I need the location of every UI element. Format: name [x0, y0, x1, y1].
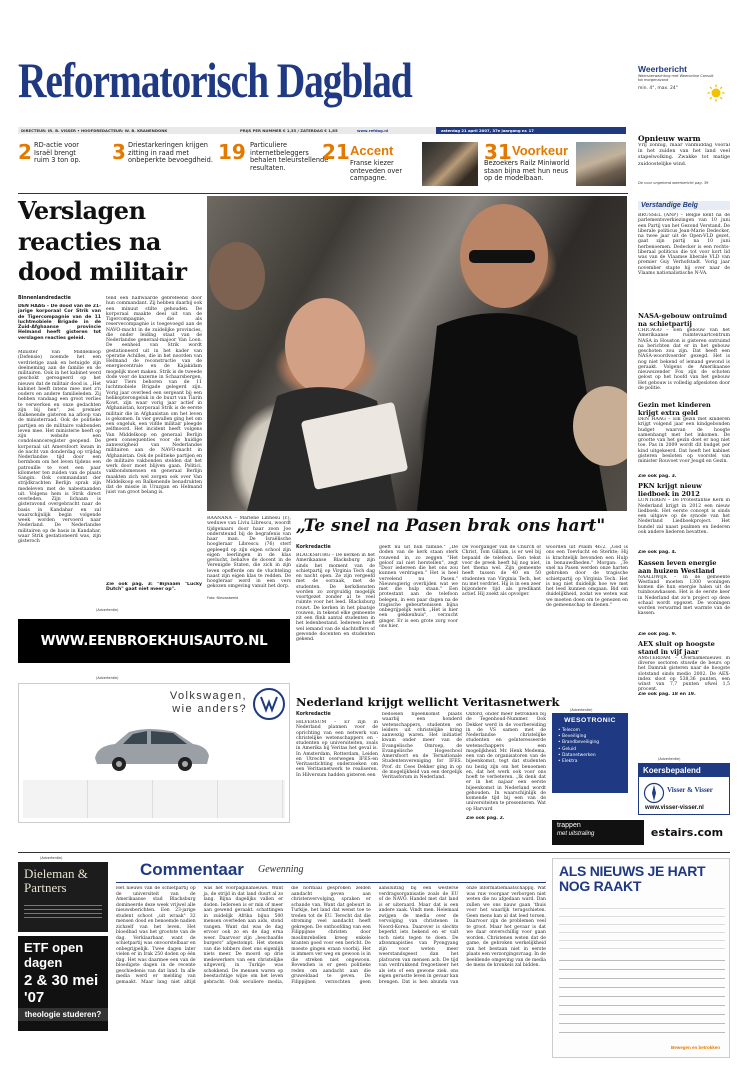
pkn-ref: Zie ook pag. 4. [638, 550, 677, 556]
teaser-photo [422, 142, 478, 186]
visser-ad[interactable] [638, 763, 730, 815]
pasen-col-2: geeft nu uit hun familie." „De doden van de kerk staan sterk rouwend in, zo zeggen "Het geloof zal niet herstellen", zegt "Door iedereen die het ons zou kunnen verdragen." Het is heel vervelend nu Pasen." Nieuwsgierig overlijden wat we met die hulp staan." Een protestant aan de telefoon belegen, in een paar dagen na de tragische gebeurtenissen bijna onbegrijpelijk werk. „Het is hier een gekkenhuis", verzucht ginger. Er is een grote zorg voor ons hier. [379, 545, 458, 629]
trappen-ad[interactable] [552, 820, 730, 845]
weather-forecast [638, 134, 730, 186]
teaser-photo [576, 142, 626, 186]
teaser-text: Franse kiezer onteveden over campagne. [350, 159, 403, 183]
veritas-kicker: Korkredactie [296, 712, 331, 717]
etf-date: 2 & 30 mei '07 [24, 972, 99, 1006]
etf-ad[interactable] [18, 936, 108, 1031]
teaser-number: 2 [18, 140, 32, 164]
teaser-text: Driestarkeringen krijgen zitting in raad met onbeperkte bevoegdheid. [128, 141, 213, 165]
teaser-number: 21 [322, 140, 350, 164]
trappen-sub: met uitstraling [557, 831, 595, 837]
subscription-footer: Bewegen en betrokken [671, 1045, 721, 1050]
wesotronic-item: • Elektra [558, 759, 578, 765]
dealer-strip [23, 780, 285, 818]
subscription-title: ALS NIEUWS JE HART NOG RAAKT [559, 863, 706, 894]
wesotronic-item: • Brandbeveiliging [558, 740, 600, 746]
divider [18, 852, 730, 853]
teaser-label: Accent [350, 143, 394, 158]
masthead-title: Reformatorisch Dagblad [18, 52, 412, 108]
nasa-body: CHICAGO – Een gebouw van het Amerikaanse ruimtevaartcentrum NASA in Houston is gisteren ontruimd na berichten dat er in het gebouw geschoten zou zijn. Dat heeft een NASA-woordvoerder gezegd. Het is nog niet bekend of iemand gewond is geraakt. Volgens de Amerikaanse nieuwszender Fox zijn de schoten gelost op het hoofd van het gebouw Het gebouw is volledig afgesloten door de politie. [638, 328, 730, 391]
lead-kicker: Binnenlandredactie [18, 296, 71, 301]
dieleman-ad[interactable] [18, 862, 108, 932]
commentaar-block [116, 858, 546, 1058]
date-line: zaterdag 21 april 2007, 37e jaargang nr. 17 [436, 127, 626, 134]
advert-label: (Advertentie) [96, 676, 119, 680]
wesotronic-item: • Datanetwerken [558, 752, 596, 758]
teaser-2[interactable] [112, 140, 226, 192]
main-photo [207, 196, 627, 511]
gezin-body: DEN HAAG – Elk gezin met kinderen krijgt volgend jaar een kindgebonden budget waarvan de hoogte samenhangt met het inkomen. De grootte van het gezin doet er nog niet toe. Pas in 2009 wordt dit budget per kind uitgekeerd. Dat heeft het kabinet gisteren besloten op voorstel van minister Rouvoet voor Jeugd en Gezin. [638, 417, 730, 464]
aex-head: AEX sluit op hoogste stand in vijf jaar [638, 639, 715, 656]
subscription-options[interactable] [559, 901, 725, 949]
subscription-form[interactable] [552, 858, 730, 1058]
weather-temp: min. 4°, max. 24° [638, 86, 678, 91]
etf-sub: theologie studeren? [18, 1008, 108, 1021]
gezin-ref: Zie ook pag. 3. [638, 474, 677, 479]
wesotronic-item: • Telecom [558, 728, 580, 733]
advert-label: (Advertentie) [40, 856, 63, 860]
commentaar-body: Het nieuws van de schietpartij op de universiteit van de Amerikaanse stad Blacksburg domineerde deze week vrijwel alle nieuwsberichten. Een 23-jarige student schoot „uit wraak" 32 mensen dood en benoemde nadien zichzelf van het leven. Het bloedbad was het grootste van de dag. Verklaarbaar, want de schietpartij was onvoorstelbaar en onbegrijpelijk. Twee dagen later vielen er in Irak 250 doden op één dag. Het was daarmee een van de bloedigste dagen in de recente geschiedenis van dat land. In alle media werd er melding van gemaakt. Maar lang niet altijd was het voorpaginanieuws. Want ja, de strijd in dat land duurt al zo lang. Bijna dagelijks vallen er doden. Iedereen is er min of meer aan gewend geraakt. schattingen in zuidelijk Afrika bijna 500 mensen overleden aan aids, stond vangen. Want dat was de dag ervoor ook zo en de dag erna weer. Daarvoor zijn „beschaafde burgers" afgestompt. Het stenen van die tobbers doet ons eigenlijk niets meer. De moord op drie medewerkers van een christelijke uitgeverij in Turkije was schokkend. De mensen waren op beestachtige wijze om het leven gebracht. Ook seculiere media, die normaal gesproken zelden aandacht geven aan christenvervolging, spraken er schande van. Want dat gebeurt in Turkije, het land dat wenst toe te treden tot de EU. Terecht dat die stroming veel aandacht heeft gekregen. De onthoofding van een Filippijnse christen door moslimrebellen kreeg enkele kranten goed voor een bericht. De moeste gingen eraan voorbij. Het is immers ver weg en gewoon is in die streken niet ongewoon. Bovendien is er geen politieke reden om aandacht aan die gruweldaad te geven. De Filippijnen verzochten geen aansluiting bij een westerse verdragsorganisatie zoals de EU of de NAVO. Handel met dat land is er uiteraard. Maar dat is een andere zaak. Vindt men. Helemaal zwijgen de media over de vervolging van christenen in Noord-Korea. Daarover is slechts beperkt iets bekend en er valt toch niets tegen te doen. De afzonmapisties van Pyongyang zijn voor weten meer weerstandsgeest dan het platvaren van mensen ach. De tijd van verdrukkend fregoetiseer het als iets of een gewone ziek. ons eigen gerustte leven in gevaar kan brengen. Dat is hen abunda van onze informatiemaatschappij. Wat was ruw voorgaar verborgen niet weten die nu afgedaan ward. Dan zullen we ons nauw gaan 'thuis voor het waarlijk terugschieten. Geen mens kan al dat leed torsen. Daarvoor zijn de problemen veel te groot. Maar het gevaar is dat we daar onverschillig voor gaan worden. Christenen weten dat de game, de gebroken werkelijkheid van het bestaan niet in eerste plaats een verzorgingsvraag. In de beeldende omgeving van de media de mens de kronkels zal bidden. [116, 886, 546, 985]
aex-body: AMSTERDAM – Overnamenieuws in diverse sectoren stuwde de beurs op het Damrak gisteren naar de hoogste slotstand sinds medio 2002. De AEX-index sloot op 538,36 punten, een winst van 7,7 punten ofwel 1,5 procent. [638, 655, 730, 692]
veritas-col-1: HILVERSUM – Er zijn in Nederland plannen voor de oprichting van een netwerk van christelijke wetenschappers en -studenten op universiteiten, zoals in Amerika bij Veritas het geval is. In Amsterdam, Rotterdam, Leiden en Utrecht overwegen IFES-en Veritasstichting onderzoeken om een Veritasnetwerk te realiseren. In Hilversum hadden gisteren een [296, 720, 378, 778]
teaser-5[interactable] [484, 140, 630, 192]
belg-body: BRUSSEL (ANP) – België kent na de parlementsverkiezingen van 10 juni een Partij van het Gezond Verstand. De liberale politicus Jean-Marie Dedecker, na twee jaar uit de Open-VLD gezet, gaat zijn partij na 10 juni herbenoemen. Dedecker is een rechts-liberaal politicus die tot voor kort lid was van de Vlaamse liberale VLD van premier Guy Verhofstadt. Vorig jaar november stapte hij over naar de Vlaams nationalistische N-VA. [638, 213, 730, 276]
weather-line-2: tot morgenavond [638, 78, 669, 82]
divider [18, 193, 628, 194]
sun-icon [707, 84, 725, 102]
pasen-kicker: Korkredactie [296, 545, 331, 550]
pasen-col-1: BLACKSBURG – De kerken in het Amerikaanse Blacksburg zijn sinds het moment van de schietpartij op Virginia Tech dag en nacht open. Ze zijn vergeefd met de oorzaak, met de studenten. De kerkdiensten worden zo zorgvuldig mogelijk voortgezet zonder al te veel ruimte voor het leed. Blacksburg rouwt. De kerken in het plaatsje rouwen, in tekend elke gemeente zit een flink aantal studenten in het ledenbestand. Iedereen heeft wel iemand van de slachtoffers of gewonde docenten en studenten gekend. [296, 553, 375, 642]
visser-url: www.visser-visser.nl [645, 805, 704, 811]
weather-source: De voor ongekend weerbericht pag. 39 [638, 181, 709, 185]
price-line: PRIJS PER NUMMER € 1,35 / ZATERDAG € 1,85 [240, 128, 338, 133]
weather-head: Opnieuw warm [638, 134, 701, 143]
teaser-number: 3 [112, 140, 126, 164]
weather-body: Vrij zonnig, maar vanmiddag vooral in het zuiden van het land veel stapelwolking. Zwakke tot matige zuidoostelijke wind. [638, 143, 730, 167]
subscription-fields[interactable] [559, 955, 725, 1033]
advert-label: (Advertentie) [96, 608, 119, 612]
dieleman-name: Dieleman & Partners [24, 866, 88, 895]
advert-label: (Advertentie) [570, 708, 593, 712]
teaser-number: 19 [218, 140, 246, 164]
estairs-logo [644, 820, 730, 845]
teaser-number: 31 [484, 140, 512, 164]
teaser-4[interactable] [322, 140, 484, 192]
car-image [89, 720, 213, 772]
divider [116, 882, 546, 883]
photo-credit: Foto: Nieuwsbeeld [207, 596, 239, 600]
veritas-col-2: bedoelen bijeenkomst plaats waarbij een honderd wetenschappers, studenten en leiders uit christelijke kring aanwezig waren. Het initiatief kwam onder meer van de Evangelische Omroep, de Evangelische Hogeschool Amersfoort en de Ternationale Studentenvereniging for IFES. Prof. dr. Cees Dekker ging in op de mogelijkheid van een dergelijk Veritasforum in Nederland. [382, 712, 462, 780]
pkn-head: PKN krijgt nieuw liedboek in 2012 [638, 482, 702, 499]
teaser-text: RD-actie voor Israël brengt ruim 3 ton op. [34, 141, 81, 165]
pkn-body: LUNTEREN – De Protestantse Kerk in Nederland krijgt in 2012 een nieuw liedboek. Het eerste concept is sinds een uitgave op de synode van het Nederland Liedboekproject. Het bundel zal naast psalmen en liederen ook andere liederen bevatten. [638, 498, 730, 535]
weather-title: Weerbericht [638, 64, 687, 74]
teaser-text: Particuliere internetbeleggers behalen teleurstellende resultaten. [250, 141, 329, 172]
photo-overlay [207, 196, 627, 511]
teaser-row [18, 140, 628, 192]
wesotronic-name: WESOTRONIC [564, 717, 616, 724]
photo-caption: RAANANA – Marlene Libnesu (r.), weduwe van Liviu Librescu, woordt tijdgenaars door haar zoon Joe ondersteund bij de begrafenis van haar man. De Israëlische hoogleraar Librescu (76) sterf gepleegd op zijn eigen school zijn eigen leerlingen in de klas gevlucht, behalve de docent in de Verenigde Staten, die zich in zijn leven opofferde om de vluchteling naast zijn eigen klas te redden. De hoogleraar werd in een vers gekozen omgeving vanuit het dorp. [207, 516, 291, 590]
etf-title: ETF open dagen [24, 940, 84, 970]
commentaar-subtitle: Gewenning [258, 864, 304, 875]
kassen-ref: Zie ook pag. 9. [638, 631, 677, 637]
lead-headline: Verslagen reacties na dood militair [18, 196, 187, 286]
lead-col-2: tend een halfwaarde gebrefeend door hun commandant. Zij hebben daarbij ook een minuut stilte gehouden. De korporaal maakte deel uit van de Tigercompagnie, die als reservecompagnie is toegevoegd aan de NAVO-macht in de zuidelijke provincies, die onder leiding staat van de Nederlandse generaal-majoor Van Loon. De eenheid van Strik wordt gestationeerd uit in het kader van operatie Achilles, die in het noorden van Helmand de reconstructie van de energiecentrale en de Kajakidam mogelijk moet maken. Strik is de tweede dode voor de kazerne in Schaarsbergen, waar Tiers behoren van de 11 luchtmobiele Brigade gelegerd zijn. Vorig jaar overleed een sergeant bij een helikopterongeluk in de buurt van Tiarin Kowt, zijn waar vorig jaar actief in Afghanistan, korporaal Strik is de eerste militair die in Afghanistan om het leven is gekomen. In vier gevallen ging het om een ongeluk, een viifde militair pleegde zelfmoord. Het incident heeft volgens Van Middelkoop en generaal Berlijn geen consequenties voor de huidige aanwezigheid van Nederlandse militairen aan de NAVO-macht in Afghanistan. Ook de politieke partijen en de militaire vakbonden stelden dat het werk door moet blijven gaan. Politici, vakbondsmensen en generaal Berlijn maakten zich wel zorgen ook over Van Middelkoop en Balkenende benadrukten dat de missie in Uruzgan en Helmand juist van groot belang is. [106, 296, 202, 496]
eenbroek-url: WWW.EENBROEKHUISAUTO.NL [40, 633, 268, 649]
vw-logo-icon [253, 688, 285, 720]
commentaar-title: Commentaar [140, 860, 244, 879]
pasen-col-3: De voorganger van de Church of Christ, Tom Gilliam, is er wel bij bepaald de telefoon. Een tekst voor de preek heeft hij nog niet, het thema wel. Zijn gemeente heeft tussen de 40 en 50 studenten van Virginia Tech, het nu met verdriet. Hij is in een zeer bijzondere tijd als predikant actief. Hij zoekt als opvolger. [462, 545, 541, 598]
compass-icon [643, 782, 665, 804]
teaser-label: Voorkeur [512, 143, 569, 158]
wesotronic-item: • Geluid [558, 746, 577, 752]
lead-col-1: Minister Van Middelkoop (Defensie) noemde het een verdrietige zaak en betuigde zijn deelneming aan de familie en de militairen. Ook in het kabinet werd geschokt gereageerd op het nieuws dat de militair dood is. „Het kabinet heeft intens mee met z'n ouders en andere familieleden. Zij hebben vandaag een groot verlies te verwerken en onze gedachten zijn bij hen", zei premier Balkenende gisteren na afloop van de ministerraad. Ook de politieke partijen en de militaire vakbonden leven mee. Het ministerie heeft op zijn website een condoleanceregister geopend. De korporaal uit Amersfoort kwam in de nacht van donderdag op vrijdag Nederlandse tijd door een bermbom om het leven tijdens een patrouille te voet een paar kilometer ten zuiden van de plaats Sangin. Ook commandant der strijdkrachten Berlijn sprak zijn medeleven met de nabestaanden uit. Volgens hem is Strik direct overleden. Zijn lichaam is gisteravond overgebracht naar de basis in Kandahar en zal waarschijnlijk begin volgende week worden vervoerd naar Nederland. De Nederlandse militairen op de basis in Kandahar, waar Strik gestationeerd was, zijn gisteroch [18, 350, 101, 544]
edition-bar [18, 127, 626, 134]
wesotronic-ad[interactable] [552, 713, 628, 793]
nasa-head: NASA-gebouw ontruimd na schietpartij [638, 312, 727, 328]
visser-name: Visser & Visser [667, 786, 713, 794]
teaser-1[interactable] [18, 140, 112, 192]
pasen-headline: „Te snel na Pasen brak ons hart" [296, 516, 606, 536]
teaser-text: Bezoekers Railz Miniworld staan bijna met hun neus op de modelbaan. [484, 159, 570, 183]
gezin-head: Gezin met kinderen krijgt extra geld [638, 401, 711, 417]
vw-tagline: Volkswagen, wie anders? [169, 690, 247, 715]
site-link[interactable]: www.refdag.nl [357, 128, 389, 133]
editor-line: DIRECTEUR: IR. B. VISSER • HOOFDREDACTEUR: W. B. KRANENDONK [21, 128, 168, 133]
kassen-head: Kassen leven energie aan huizen Westland [638, 558, 717, 575]
belg-head: Verstandige Belg [638, 201, 730, 210]
lead-ref: Zie ook pag. 3: "Bijnaam "Lucky Dutch" gaat niet meer op". [106, 582, 202, 593]
veritas-col-3: Oxford, onder meer betrokken bij de Tegenhoud-Nummer. Ook Dekker werd in de voorbereiding in de VS samen met de Nederlandse christelijke studenten en geïnteresseerde wetenschappers een mogelijkheid. Mr. Henk Medema, een van de organisatoren van de bijeenkomst, tegt dat studenten nu bezig zijn om het benoemen en, dat het werk ook voor ons hoeft te verbeteren. „Ik denk dat er in het najaar een eerste bijeenkomst in Nederland wordt gehouden. In waarschijnlijk de komende tijd bij een van de universiteiten te presenteren. Wat op Harvard [466, 712, 546, 812]
pasen-col-4: woorden uit Psalm 46:2. „God is ons een Toevlucht en Sterkte; Hij is krachtelijk bevonden een Hulp in benauwdheden." Morgan: „Te snel na Pasen werden onze harten gebroken door de tragische schietpartij op Virginia Tech. Het is nog niet duidelijk hoe we met het leed kunnen omgaan. Bid om duidelijkheid, zodat we weten wat we moeten doen om te genezen en de gemeenschap te dienen." [546, 545, 628, 608]
aex-ref: Zie ook pag. 18 en 19. [638, 691, 696, 697]
weather-box [638, 64, 730, 134]
trappen-label: trappen [557, 822, 581, 829]
estairs-text: estairs.com [650, 826, 724, 839]
koersbepalend: Koersbepalend [639, 764, 729, 777]
wesotronic-item: • Beveiliging [558, 734, 587, 740]
veritas-headline: Nederland krijgt wellicht Veritasnetwerk [296, 695, 560, 709]
vw-ad[interactable] [18, 683, 290, 823]
sidebar [638, 201, 730, 697]
lead-intro: DEN HAAG – De dood van de 21-jarige korporaal Cor Strik van de Tigercompagnie van de 11 luchtmobiele Brigade in de Zuid-Afghaanse provincie Helmand heeft gisteren tot verslagen reacties geleid. [18, 304, 101, 341]
eenbroek-ad[interactable] [18, 619, 290, 663]
kassen-body: NAALDWIJK – In de gemeente Westland moeten 1300 woningen komen die hun energie halen uit de tuinbouwkassen. Het is de eerste keer in Nederland dat zo'n project op deze schaal wordt opgezet. De woningen worden verwarmd met warmte van de kassen. [638, 574, 730, 617]
advert-label: (Advertentie) [658, 757, 681, 761]
teaser-3[interactable] [218, 140, 328, 192]
weather-line-1: Weersverwachting met Weeronline Consult [638, 74, 714, 78]
veritas-ref: Zie ook pag. 2. [466, 816, 505, 821]
